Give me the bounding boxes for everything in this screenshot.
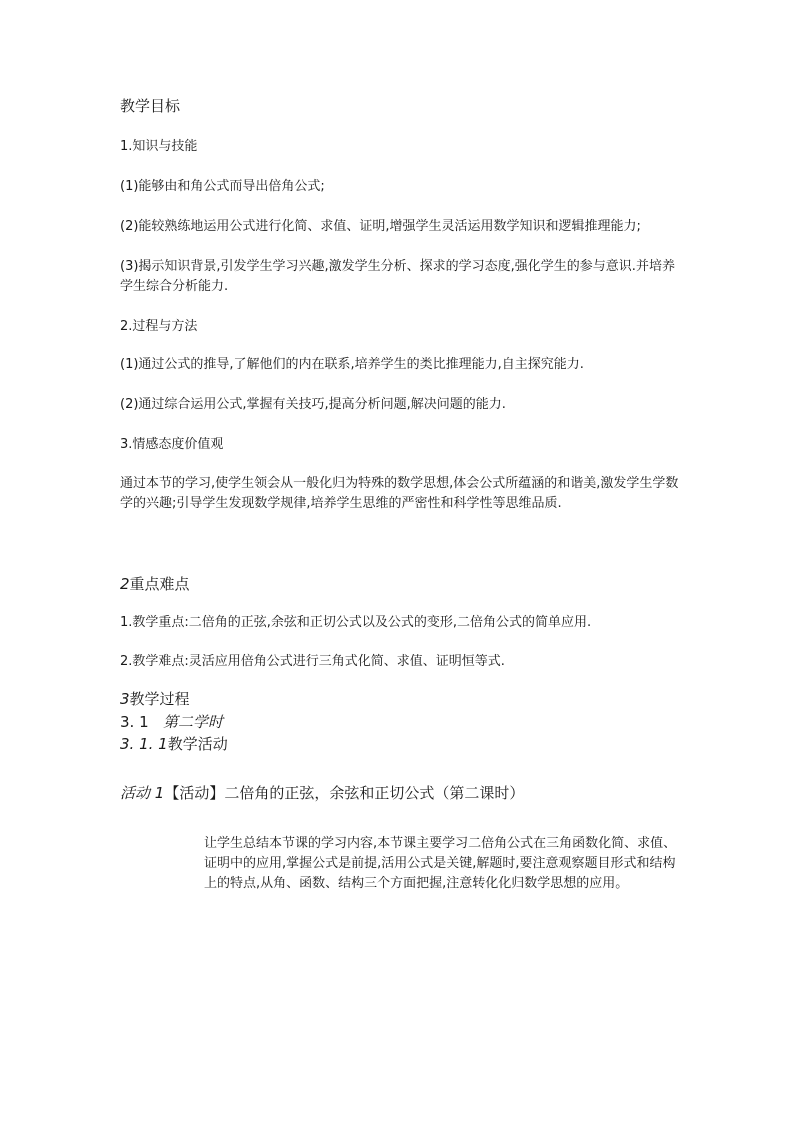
- heading-number: 3: [120, 690, 130, 708]
- section-2-heading: 2.过程与方法: [120, 319, 198, 334]
- s2-item-2: (2)通过综合运用公式,掌握有关技巧,提高分析问题,解决问题的能力.: [120, 397, 506, 412]
- activity-body: 让学生总结本节课的学习内容,本节课主要学习二倍角公式在三角函数化简、求值、证明中的应用,掌握公式是前提,活用公式是关键,解题时,要注意观察题目形式和结构上的特点,从角、函数、结构三个方面把握,注意转化化归数学思想的应用。: [204, 836, 677, 891]
- difficult-point: 2.教学难点:灵活应用倍角公式进行三角式化简、求值、证明恒等式.: [120, 654, 505, 669]
- s2-item-1: (1)通过公式的推导,了解他们的内在联系,培养学生的类比推理能力,自主探究能力.: [120, 357, 584, 372]
- heading-process: [120, 690, 190, 708]
- activity-prefix: 活动 1: [120, 784, 165, 802]
- s1-item-1: (1)能够由和角公式而导出倍角公式;: [120, 179, 325, 194]
- heading-text: 第二学时: [162, 713, 223, 731]
- s1-item-3: (3)揭示知识背景,引发学生学习兴趣,激发学生分析、探求的学习态度,强化学生的参与意识.并培养学生综合分析能力.: [120, 259, 675, 294]
- activity-heading: [120, 784, 524, 802]
- heading-3-1-1: [120, 735, 228, 753]
- activity-title: 【活动】二倍角的正弦，余弦和正切公式（第二课时）: [164, 784, 525, 802]
- s1-item-2: (2)能较熟练地运用公式进行化简、求值、证明,增强学生灵活运用数学知识和逻辑推理能力;: [120, 219, 641, 234]
- heading-text: 教学活动: [167, 735, 228, 753]
- heading-key-points: [120, 575, 190, 593]
- heading-text: 教学过程: [129, 690, 190, 708]
- heading-number: 2: [120, 575, 130, 593]
- heading-number: 3. 1. 1: [120, 735, 168, 753]
- s3-paragraph: 通过本节的学习,使学生领会从一般化归为特殊的数学思想,体会公式所蕴涵的和谐美,激发学生学数学的兴趣;引导学生发现数学规律,培养学生思维的严密性和科学性等思维品质.: [120, 476, 679, 511]
- heading-3-1: [120, 713, 223, 731]
- heading-text: 重点难点: [129, 575, 190, 593]
- section-1-heading: 1.知识与技能: [120, 139, 198, 154]
- key-point: 1.教学重点:二倍角的正弦,余弦和正切公式以及公式的变形,二倍角公式的简单应用.: [120, 615, 592, 630]
- section-3-heading: 3.情感态度价值观: [120, 437, 224, 452]
- doc-title: 教学目标: [120, 97, 181, 115]
- heading-number: 3. 1: [120, 713, 149, 731]
